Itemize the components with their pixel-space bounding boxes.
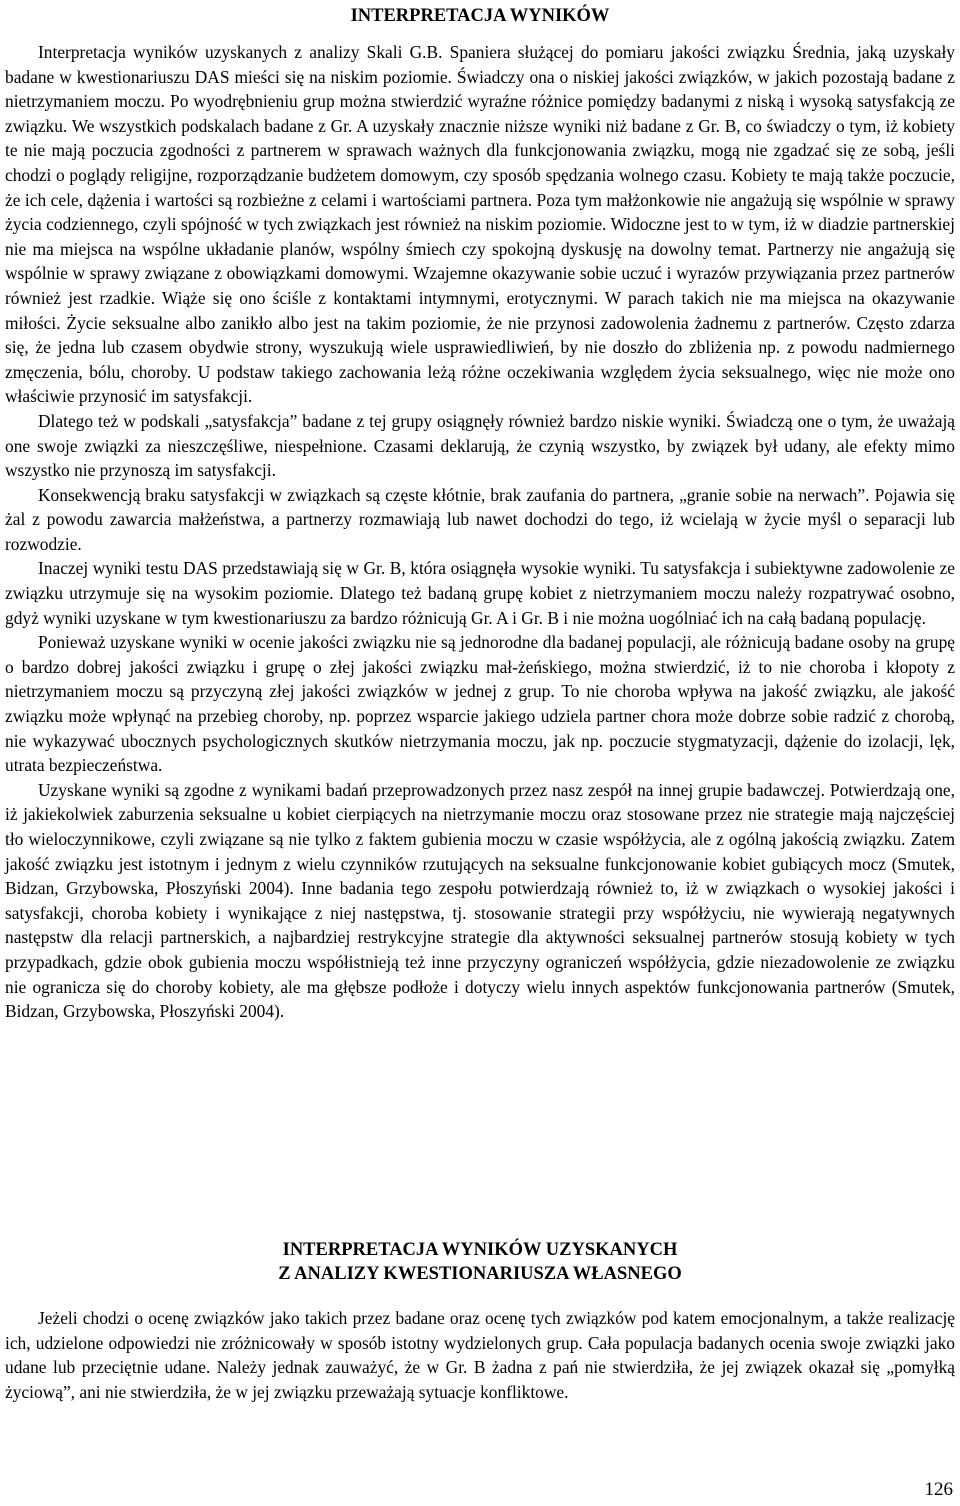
interpretation-text-block	[5, 40, 955, 1024]
paragraph: Dlatego też w podskali „satysfakcja” badane z tej grupy osiągnęły również bardzo niskie wyniki. Świadczą one o tym, że uważają one swoje związki za nieszczęśliwe, niespełnione. Czasami deklarują, że czynią wszystko, by związek był udany, ale efekty mimo wszystko nie przynoszą im satysfakcji.	[5, 410, 955, 481]
heading-line: INTERPRETACJA WYNIKÓW UZYSKANYCH	[282, 1240, 678, 1260]
paragraph: Interpretacja wyników uzyskanych z analizy Skali G.B. Spaniera służącej do pomiaru jakości związku Średnia, jaką uzyskały badane w kwestionariuszu DAS mieści się na niskim poziomie. Świadczy ona o niskiej jakości związków, w jakich pozostają badane z nietrzymaniem moczu. Po wyodrębnieniu grup można stwierdzić wyraźne różnice pomiędzy badanymi z niską i wysoką satysfakcją ze związku. We wszystkich podskalach badane z Gr. A uzyskały znacznie niższe wyniki niż badane z Gr. B, co świadczy o tym, iż kobiety te nie mają poczucia zgodności z partnerem w sprawach ważnych dla funkcjonowania związku, mogą nie zgadzać się ze sobą, jeśli chodzi o poglądy religijne, rozporządzanie budżetem domowym, czy sposób spędzania wolnego czasu. Kobiety te mają także poczucie, że ich cele, dążenia i wartości są rozbieżne z celami i wartościami partnera. Poza tym małżonkowie nie angażują się wspólnie w sprawy życia codziennego, czyli spójność w tych związkach jest również na niskim poziomie. Widoczne jest to w tym, iż w diadzie partnerskiej nie ma miejsca na wspólne układanie planów, wspólny śmiech czy spokojną dyskusję na dowolny temat. Partnerzy nie angażują się wspólnie w sprawy związane z obowiązkami domowymi. Wzajemne okazywanie sobie uczuć i wyrazów przywiązania przez partnerów również jest rzadkie. Wiąże się ono ściśle z kontaktami intymnymi, erotycznymi. W parach takich nie ma miejsca na okazywanie miłości. Życie seksualne albo zanikło albo jest na takim poziomie, że nie przynosi zadowolenia żadnemu z partnerów. Często zdarza się, że jedna lub czasem obydwie strony, wyszukują wiele usprawiedliwień, by nie doszło do zbliżenia np. z powodu nadmiernego zmęczenia, bólu, choroby. U podstaw takiego zachowania leżą różne oczekiwania względem życia seksualnego, więc nie może ono właściwie przynosić im satysfakcji.	[5, 42, 955, 407]
paragraph: Inaczej wyniki testu DAS przedstawiają się w Gr. B, która osiągnęła wysokie wyniki. Tu satysfakcja i subiektywne zadowolenie ze związku utrzymuje się na wysokim poziomie. Dlatego też badaną grupę kobiet z nietrzymaniem moczu należy rozpatrywać osobno, gdyż wyniki uzyskane w tym kwestionariuszu za bardzo różnicują Gr. A i Gr. B i nie można uogólniać ich na całą badaną populację.	[5, 558, 955, 628]
section-heading-interpretation: INTERPRETACJA WYNIKÓW	[350, 6, 610, 26]
paragraph: Ponieważ uzyskane wyniki w ocenie jakości związku nie są jednorodne dla badanej populacji, ale różnicują badane osoby na grupę o bardzo dobrej jakości związku i grupę o złej jakości związku mał-żeńskiego, można stwierdzić, iż to nie choroba i kłopoty z nietrzymaniem moczu są przyczyną złej jakości związków w jednej z grup. To nie choroba wpływa na jakość związku, ale jakość związku może wpłynąć na przebieg choroby, np. poprzez wsparcie jakiego udziela partner chora może dobrze sobie radzić z chorobą, nie wykazywać ubocznych psychologicznych skutków nietrzymania moczu, jak np. poczucie stygmatyzacji, dążenie do izolacji, lęk, utrata bezpieczeństwa.	[5, 632, 955, 776]
paragraph: Uzyskane wyniki są zgodne z wynikami badań przeprowadzonych przez nasz zespół na innej grupie badawczej. Potwierdzają one, iż jakiekolwiek zaburzenia seksualne u kobiet cierpiących na nietrzymanie moczu oraz stosowane przez nie strategie mają najczęściej tło wieloczynnikowe, czyli związane są nie tylko z faktem gubienia moczu w czasie współżycia, ale z ogólną jakością związku. Zatem jakość związku jest istotnym i jednym z wielu czynników rzutujących na seksualne funkcjonowanie kobiet gubiących mocz (Smutek, Bidzan, Grzybowska, Płoszyński 2004). Inne badania tego zespołu potwierdzają również to, iż w związkach o wysokiej jakości i satysfakcji, choroba kobiety i wynikające z niej następstwa, tj. stosowanie strategii przy współżyciu, nie wywierają negatywnych następstw dla relacji partnerskich, a najbardziej restrykcyjne strategie dla aktywności seksualnej partnerów stosują kobiety w tych przypadkach, gdzie obok gubienia moczu współistnieją też inne przyczyny ograniczeń współżycia, gdzie niezadowolenie ze związku nie ogranicza się do choroby kobiety, ale ma głębsze podłoże i dotyczy wielu innych aspektów funkcjonowania partnerów (Smutek, Bidzan, Grzybowska, Płoszyński 2004).	[5, 779, 955, 1022]
document-page	[5, 0, 955, 1506]
paragraph: Konsekwencją braku satysfakcji w związkach są częste kłótnie, brak zaufania do partnera, „granie sobie na nerwach”. Pojawia się żal z powodu zawarcia małżeństwa, a partnerzy rozmawiają lub nawet dochodzi do tego, iż wcielają w życie myśl o separacji lub rozwodzie.	[5, 484, 955, 554]
page-number: 126	[924, 1479, 953, 1500]
heading-line: Z ANALIZY KWESTIONARIUSZA WŁASNEGO	[278, 1264, 682, 1284]
questionnaire-text-block	[5, 1306, 955, 1404]
section-heading-own-questionnaire	[5, 1238, 955, 1286]
paragraph: Jeżeli chodzi o ocenę związków jako takich przez badane oraz ocenę tych związków pod katem emocjonalnym, a także realizację ich, udzielone odpowiedzi nie zróżnicowały w sposób istotny wydzielonych grup. Cała populacja badanych ocenia swoje związki jako udane lub przeciętnie udane. Należy jednak zauważyć, że w Gr. B żadna z pań nie stwierdziła, że jej związek okazał się „pomyłką życiową”, ani nie stwierdziła, że w jej związku przeważają sytuacje konfliktowe.	[5, 1308, 955, 1402]
